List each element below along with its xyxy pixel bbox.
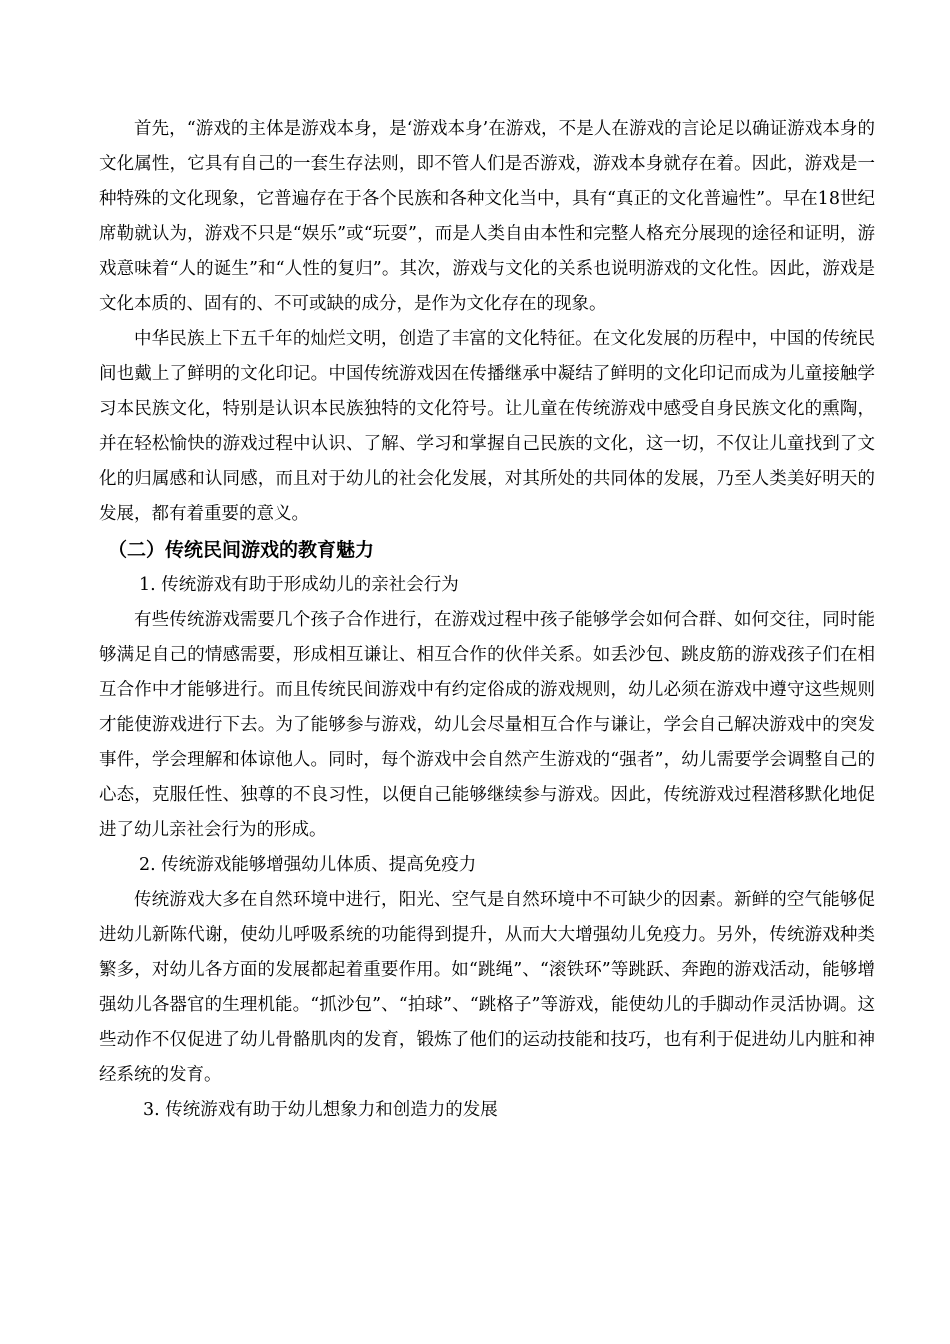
paragraph-physical-immunity: 传统游戏大多在自然环境中进行，阳光、空气是自然环境中不可缺少的因素。新鲜的空气能够促进幼儿新陈代谢，使幼儿呼吸系统的功能得到提升，从而大大增强幼儿免疫力。另外，传统游戏种类繁多，对幼儿各方面的发展都起着重要作用。如“跳绳”、“滚铁环”等跳跃、奔跑的游戏活动，能够增强幼儿各器官的生理机能。“抓沙包”、“拍球”、“跳格子”等游戏，能使幼儿的手脚动作灵活协调。这些动作不仅促进了幼儿骨骼肌肉的发育，锻炼了他们的运动技能和技巧，也有利于促进幼儿内脏和神经系统的发育。	[99, 890, 875, 1085]
paragraph-prosocial-behavior: 有些传统游戏需要几个孩子合作进行，在游戏过程中孩子能够学会如何合群、如何交往，同时能够满足自己的情感需要，形成相互谦让、相互合作的伙伴关系。如丢沙包、跳皮筋的游戏孩子们在相互合作中才能够进行。而且传统民间游戏中有约定俗成的游戏规则，幼儿必须在游戏中遵守这些规则才能使游戏进行下去。为了能够参与游戏，幼儿会尽量相互合作与谦让，学会自己解决游戏中的突发事件，学会理解和体谅他人。同时，每个游戏中会自然产生游戏的“强者”，幼儿需要学会调整自己的心态，克服任性、独尊的不良习性，以便自己能够继续参与游戏。因此，传统游戏过程潜移默化地促进了幼儿亲社会行为的形成。	[99, 610, 875, 840]
section-heading: （二）传统民间游戏的教育魅力	[108, 539, 375, 561]
subheading-physical-immunity: 2. 传统游戏能够增强幼儿体质、提高免疫力	[139, 855, 477, 875]
subheading-imagination-creativity: 3. 传统游戏有助于幼儿想象力和创造力的发展	[143, 1100, 498, 1120]
paragraph-game-culture: 首先，“游戏的主体是游戏本身，是‘游戏本身’在游戏，不是人在游戏的言论足以确证游戏本身的文化属性，它具有自己的一套生存法则，即不管人们是否游戏，游戏本身就存在着。因此，游戏是一种特殊的文化现象，它普遍存在于各个民族和各种文化当中，具有“真正的文化普遍性”。早在18世纪席勒就认为，游戏不只是“娱乐”或“玩耍”，而是人类自由本性和完整人格充分展现的途径和证明，游戏意味着“人的诞生”和“人性的复归”。其次，游戏与文化的关系也说明游戏的文化性。因此，游戏是文化本质的、固有的、不可或缺的成分，是作为文化存在的现象。	[99, 119, 875, 314]
document-body	[99, 112, 875, 1128]
paragraph-chinese-tradition: 中华民族上下五千年的灿烂文明，创造了丰富的文化特征。在文化发展的历程中，中国的传统民间也戴上了鲜明的文化印记。中国传统游戏因在传播继承中凝结了鲜明的文化印记而成为儿童接触学习本民族文化，特别是认识本民族独特的文化符号。让儿童在传统游戏中感受自身民族文化的熏陶，并在轻松愉快的游戏过程中认识、了解、学习和掌握自己民族的文化，这一切，不仅让儿童找到了文化的归属感和认同感，而且对于幼儿的社会化发展，对其所处的共同体的发展，乃至人类美好明天的发展，都有着重要的意义。	[99, 329, 875, 524]
subheading-prosocial-behavior: 1. 传统游戏有助于形成幼儿的亲社会行为	[139, 575, 459, 595]
